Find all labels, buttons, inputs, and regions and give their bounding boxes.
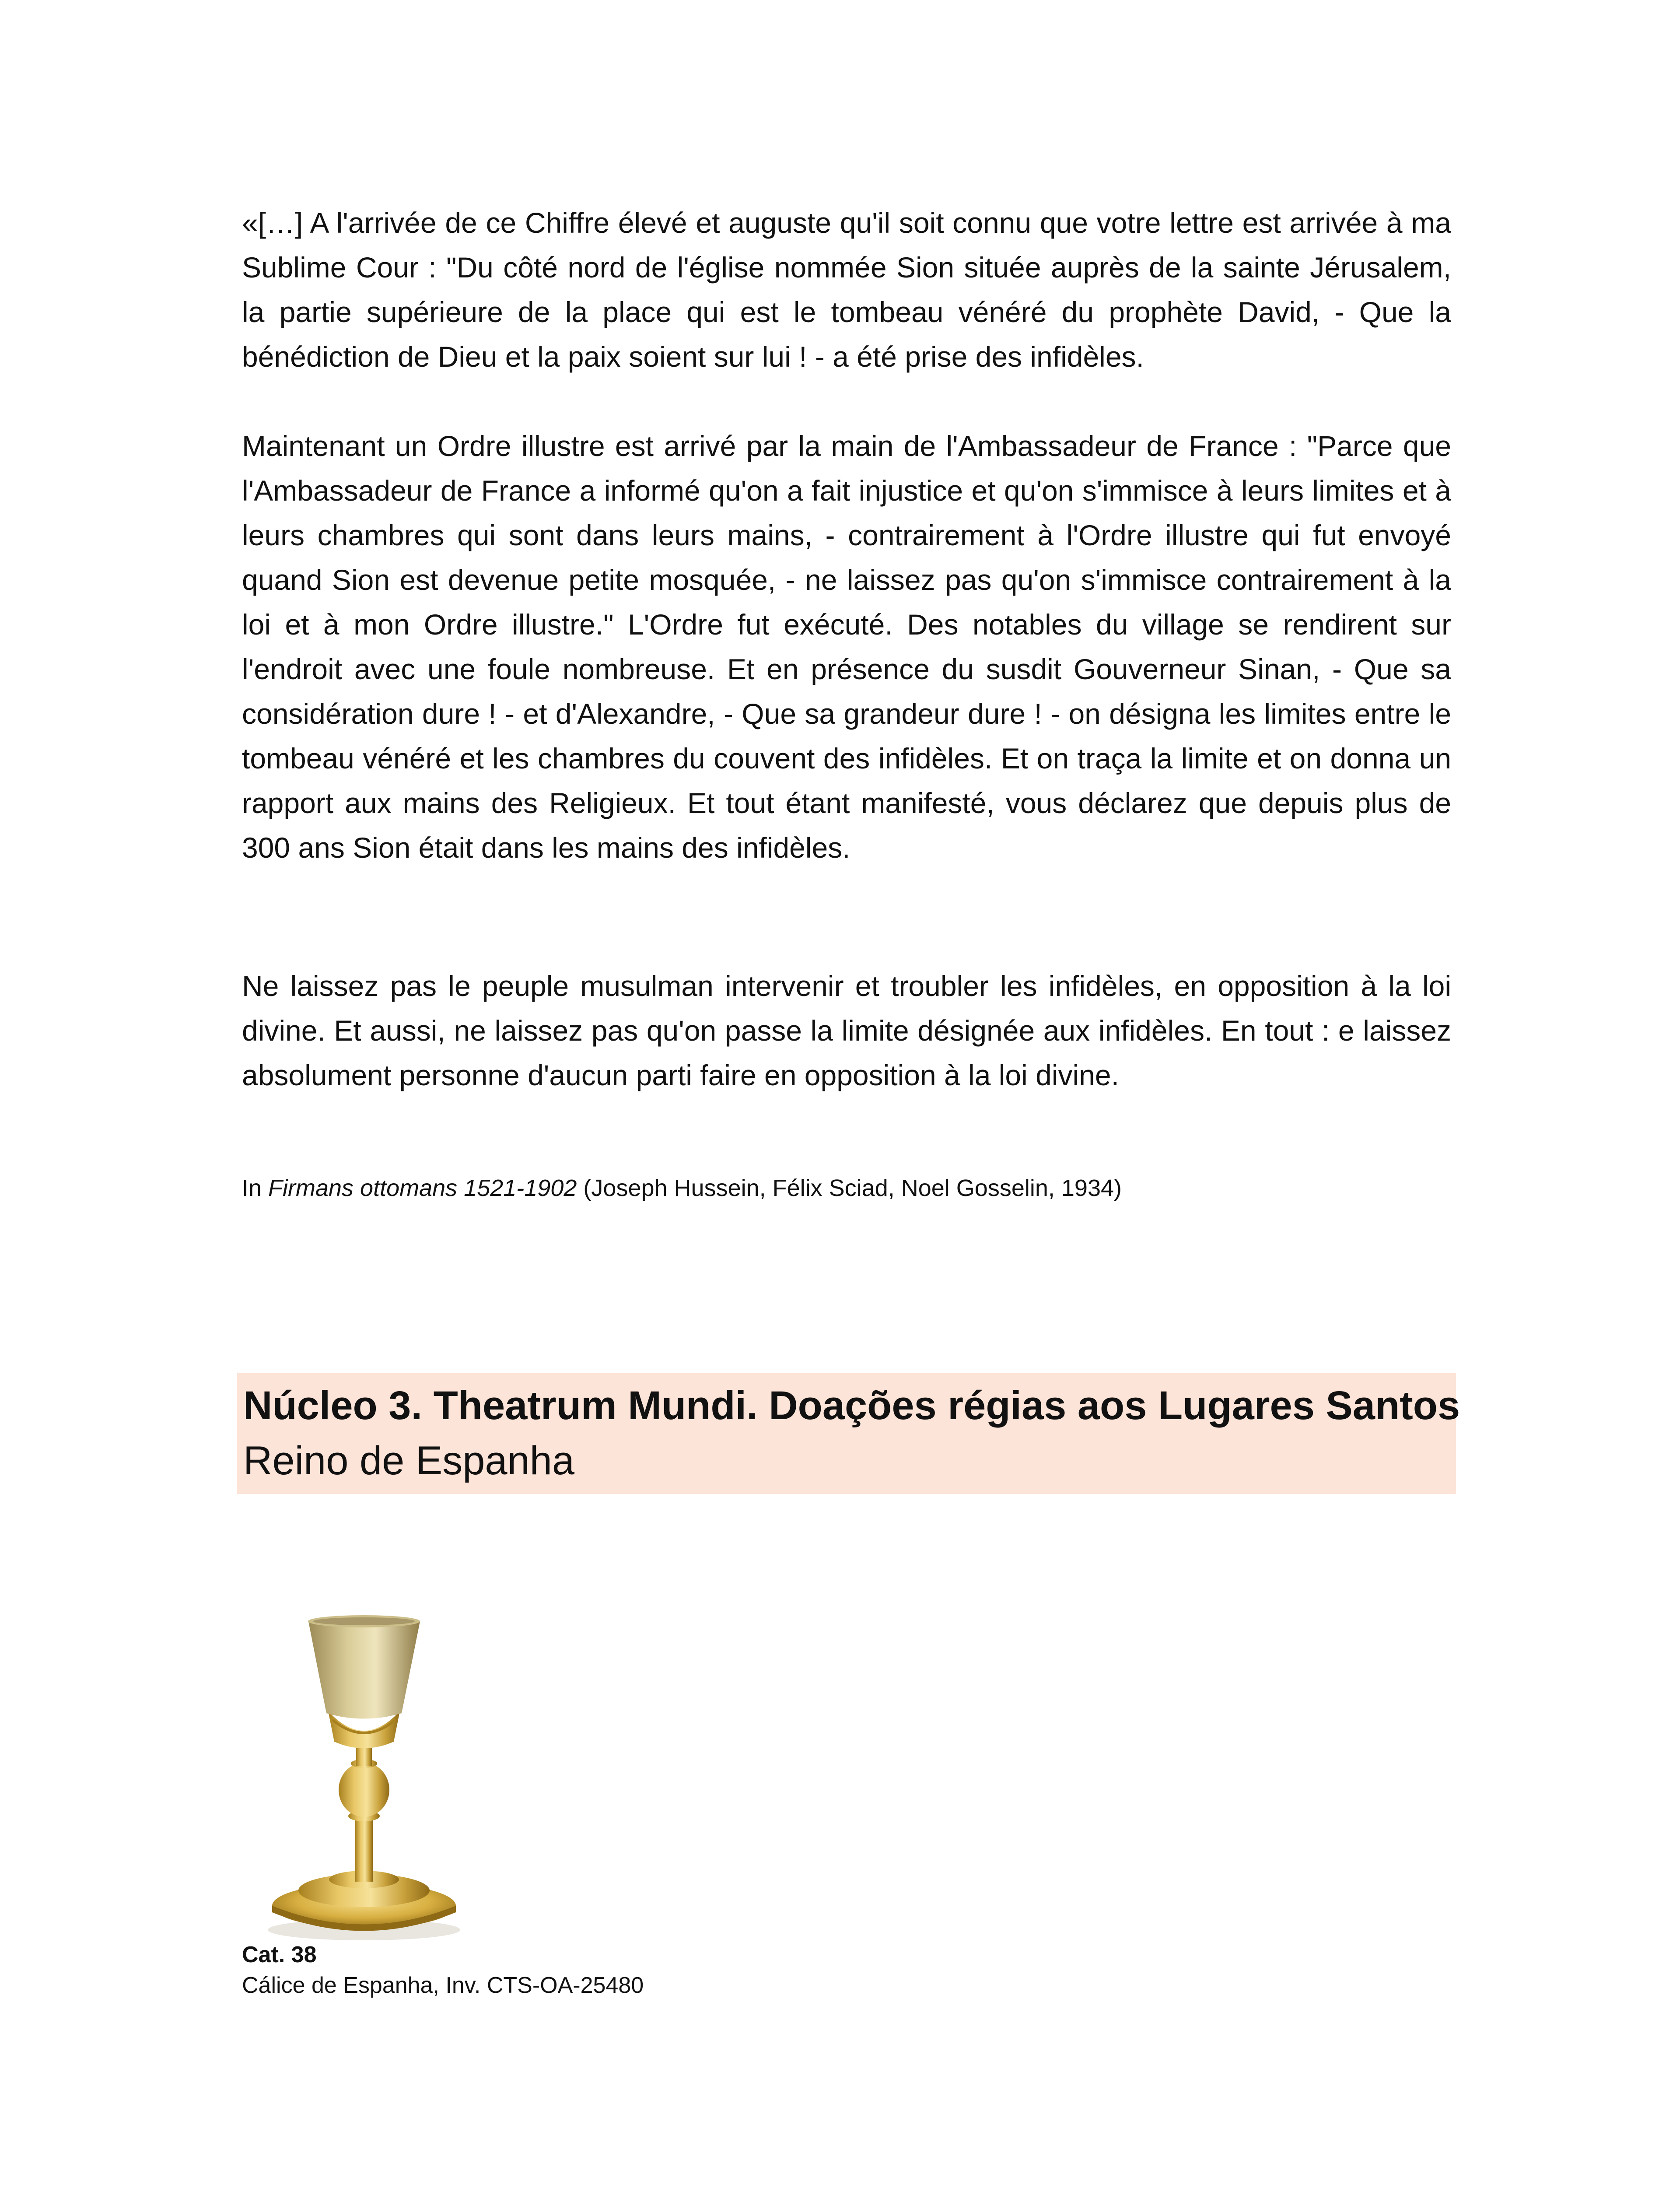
section-title: Núcleo 3. Theatrum Mundi. Doações régias aos Lugares Santos: [243, 1383, 1460, 1428]
paragraph-3: Ne laissez pas le peuple musulman intervenir et troubler les infidèles, en opposition à la loi divine. Et aussi, ne laissez pas qu'on passe la limite désignée aux infidèles. En tout : e laissez absolument personne d'aucun parti faire en opposition à la loi divine.: [242, 970, 1451, 1091]
citation-prefix: In: [242, 1175, 269, 1201]
section-subtitle: Reino de Espanha: [243, 1438, 575, 1483]
gold-chalice-photo: [262, 1610, 464, 1943]
catalog-label: Cat. 38: [242, 1942, 317, 1967]
citation-suffix: (Joseph Hussein, Félix Sciad, Noel Gosselin, 1934): [577, 1175, 1122, 1201]
citation: [242, 1173, 1122, 1203]
paragraph-1: «[…] A l'arrivée de ce Chiffre élevé et auguste qu'il soit connu que votre lettre est arrivée à ma Sublime Cour : "Du côté nord de l'église nommée Sion située auprès de la sainte Jérusalem, la partie supérieure de la place qui est le tombeau vénéré du prophète David, - Que la bénédiction de Dieu et la paix soient sur lui ! - a été prise des infidèles.: [242, 207, 1451, 373]
section-header: [237, 1373, 1460, 1494]
catalog-caption: Cálice de Espanha, Inv. CTS-OA-25480: [242, 1973, 644, 1998]
citation-title: Firmans ottomans 1521-1902: [268, 1175, 577, 1201]
paragraph-2: Maintenant un Ordre illustre est arrivé par la main de l'Ambassadeur de France : "Parce que l'Ambassadeur de France a informé qu'on a fait injustice et qu'on s'immisce à leurs limites et à leurs chambres qui sont dans leurs mains, - contrairement à l'Ordre illustre qui fut envoyé quand Sion est devenue petite mosquée, - ne laissez pas qu'on s'immisce contrairement à la loi et à mon Ordre illustre." L'Ordre fut exécuté. Des notables du village se rendirent sur l'endroit avec une foule nombreuse. Et en présence du susdit Gouverneur Sinan, - Que sa considération dure ! - et d'Alexandre, - Que sa grandeur dure ! - on désigna les limites entre le tombeau vénéré et les chambres du couvent des infidèles. Et on traça la limite et on donna un rapport aux mains des Religieux. Et tout étant manifesté, vous déclarez que depuis plus de 300 ans Sion était dans les mains des infidèles.: [242, 430, 1451, 864]
